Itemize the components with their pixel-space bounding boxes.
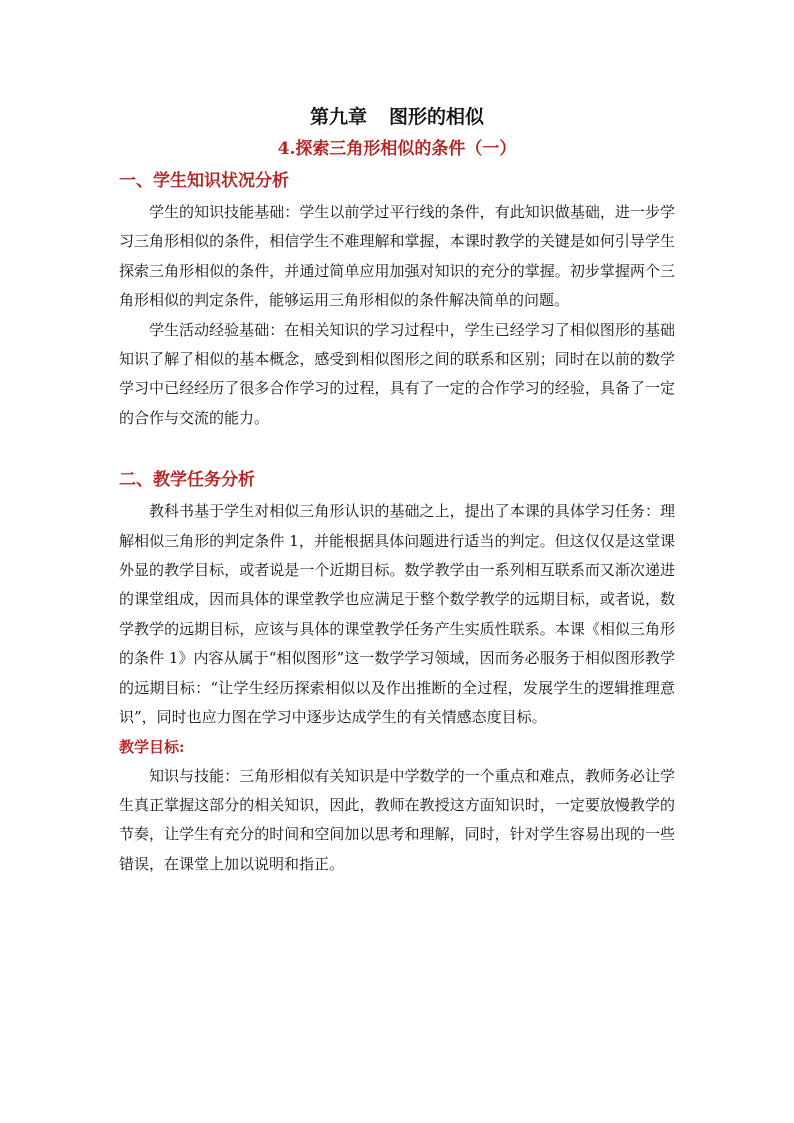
document-page: [119, 100, 675, 879]
chapter-title: [119, 100, 675, 134]
section-heading-task-analysis: 二、教学任务分析: [119, 470, 255, 491]
paragraph-knowledge-basis: 学生的知识技能基础：学生以前学过平行线的条件，有此知识做基础，进一步学习三角形相似的条件，相信学生不难理解和掌握，本课时教学的关键是如何引导学生探索三角形相似的条件，并通过简单应用加强对知识的充分的掌握。初步掌握两个三角形相似的判定条件，能够运用三角形相似的条件解决简单的问题。: [119, 203, 675, 310]
objectives-label: 教学目标:: [119, 737, 185, 756]
chapter-number: 第九章: [309, 106, 367, 128]
lesson-title: 4.探索三角形相似的条件（一）: [277, 139, 517, 159]
paragraph-knowledge-skills: 知识与技能：三角形相似有关知识是中学数学的一个重点和难点，教师务必让学生真正掌握这部分的相关知识，因此，教师在教授这方面知识时，一定要放慢教学的节奏，让学生有充分的时间和空间加以思考和理解，同时，针对学生容易出现的一些错误，在课堂上加以说明和指正。: [119, 766, 675, 873]
chapter-name: 图形的相似: [389, 106, 485, 128]
section-heading-student-analysis: 一、学生知识状况分析: [119, 171, 289, 191]
paragraph-activity-experience: 学生活动经验基础：在相关知识的学习过程中，学生已经学习了相似图形的基础知识了解了相似的基本概念，感受到相似图形之间的联系和区别；同时在以前的数学学习中已经经历了很多合作学习的过程，具有了一定的合作学习的经验，具备了一定的合作与交流的能力。: [119, 320, 675, 427]
paragraph-task-analysis: 教科书基于学生对相似三角形认识的基础之上，提出了本课的具体学习任务：理解相似三角形的判定条件 1，并能根据具体问题进行适当的判定。但这仅仅是这堂课外显的教学目标，或者说是一个近期目标。数学教学由一系列相互联系而又渐次递进的课堂组成，因而具体的课堂教学也应满足于整个数学教学的远期目标，或者说，数学教学的远期目标，应该与具体的课堂教学任务产生实质性联系。本课《相似三角形的条件 1》内容从属于“相似图形”这一数学学习领域，因而务必服务于相似图形教学的远期目标：“让学生经历探索相似以及作出推断的全过程，发展学生的逻辑推理意识”，同时也应力图在学习中逐步达成学生的有关情感态度目标。: [119, 502, 675, 727]
